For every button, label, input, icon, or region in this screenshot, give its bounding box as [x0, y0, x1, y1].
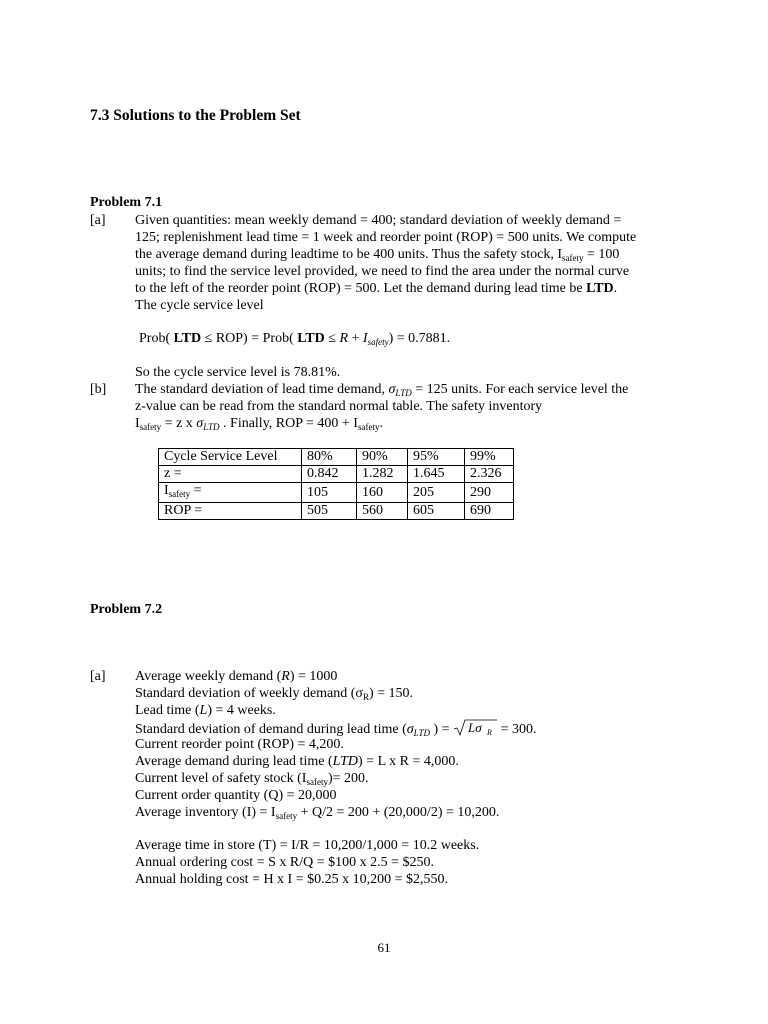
p1-b-line-3: $I_{safety} = z$ x $\sigma_{LTD}$ . Finally, ROP = $400 + I_{safety}$.: [135, 416, 383, 432]
p1-a-line-3: the average demand during leadtime to be 400 units. Thus the safety stock, $I_{safety} = 100$: [135, 247, 620, 263]
probability-equation: Prob( LTD ≤ ROP) = Prob( LTD ≤ $R + I_{safety}) = 0.7881$.: [139, 331, 451, 347]
table-cell: 560: [357, 503, 408, 520]
p2-line-std-lead-time-demand: Standard deviation of demand during lead time ($\sigma_{LTD}$ ) = Lσ R = 300.: [135, 720, 537, 738]
p2-line-avg-weekly-demand: Average weekly demand (R) = 1000: [135, 669, 338, 684]
page-number: 61: [377, 940, 391, 955]
table-row: [159, 466, 514, 483]
table-cell: 160: [357, 483, 408, 503]
p2-line-lead-time: Lead time (L) = 4 weeks.: [135, 703, 276, 718]
table-cell: 605: [408, 503, 465, 520]
p1-a-line-1: Given quantities: mean weekly demand = 400; standard deviation of weekly demand =: [135, 213, 622, 228]
p1-a-line-5: to the left of the reorder point (ROP) = 500. Let the demand during lead time be LTD.: [135, 281, 618, 296]
p1-a-line-2: 125; replenishment lead time = 1 week and reorder point (ROP) = 500 units. We compute: [135, 230, 637, 245]
table-cell: 1.645: [408, 466, 465, 483]
table-cell: Cycle Service Level: [159, 449, 302, 466]
sqrt-l-sigma-r-formula: [453, 719, 497, 737]
table-cell: z =: [159, 466, 302, 483]
svg-text:R: R: [487, 728, 492, 737]
p2-line-annual-holding-cost: Annual holding cost = H x I = $0.25 x 10,200 = $2,550.: [135, 872, 449, 887]
cycle-service-conclusion: So the cycle service level is 78.81%.: [135, 365, 341, 380]
table-cell: 80%: [302, 449, 357, 466]
table-cell: 105: [302, 483, 357, 503]
table-row: [159, 483, 514, 503]
p2-line-annual-ordering-cost: Annual ordering cost = S x R/Q = $100 x 2.5 = $250.: [135, 855, 435, 870]
table-row: [159, 503, 514, 520]
service-level-table: [158, 448, 514, 520]
part-b-label: [b]: [90, 382, 107, 397]
section-title: 7.3 Solutions to the Problem Set: [90, 107, 301, 124]
problem-7-1-heading: Problem 7.1: [90, 195, 163, 210]
part-a-label: [a]: [90, 213, 106, 228]
p1-b-line-1: The standard deviation of lead time demand, $\sigma_{LTD} = 125$ units. For each service level the: [135, 382, 629, 398]
p1-a-line-4: units; to find the service level provided, we need to find the area under the normal curve: [135, 264, 630, 279]
table-cell: 95%: [408, 449, 465, 466]
table-row: [159, 449, 514, 466]
problem-7-2-heading: Problem 7.2: [90, 602, 163, 617]
table-cell: ROP =: [159, 503, 302, 520]
table-cell: 205: [408, 483, 465, 503]
p2-line-std-weekly-demand: Standard deviation of weekly demand $(\sigma_R) = 150$.: [135, 686, 414, 702]
table-cell: 690: [465, 503, 514, 520]
svg-text:Lσ: Lσ: [468, 720, 482, 735]
table-cell: 99%: [465, 449, 514, 466]
table-cell: 90%: [357, 449, 408, 466]
p2-line-safety-stock: Current level of safety stock $(I_{safety})= 200$.: [135, 771, 369, 787]
p2-line-reorder-point: Current reorder point (ROP) = 4,200.: [135, 737, 344, 752]
p2-line-avg-time-in-store: Average time in store (T) = I/R = 10,200/1,000 = 10.2 weeks.: [135, 838, 480, 853]
p2-line-avg-inventory: Average inventory $(I) = I_{safety} + Q/2 = 200 + (20,000/2) = 10,200$.: [135, 805, 500, 821]
table-cell: 505: [302, 503, 357, 520]
table-cell: 2.326: [465, 466, 514, 483]
p2-line-avg-demand-lead-time: Average demand during lead time (LTD) = L x R = 4,000.: [135, 754, 459, 769]
table-cell: $I_{safety}$ =: [159, 483, 302, 503]
table-cell: 290: [465, 483, 514, 503]
p1-b-line-2: z-value can be read from the standard normal table. The safety inventory: [135, 399, 543, 414]
p1-a-line-6: The cycle service level: [135, 298, 264, 313]
table-cell: 1.282: [357, 466, 408, 483]
p2-line-order-quantity: Current order quantity (Q) = 20,000: [135, 788, 337, 803]
table-cell: 0.842: [302, 466, 357, 483]
part-a-label: [a]: [90, 669, 106, 684]
